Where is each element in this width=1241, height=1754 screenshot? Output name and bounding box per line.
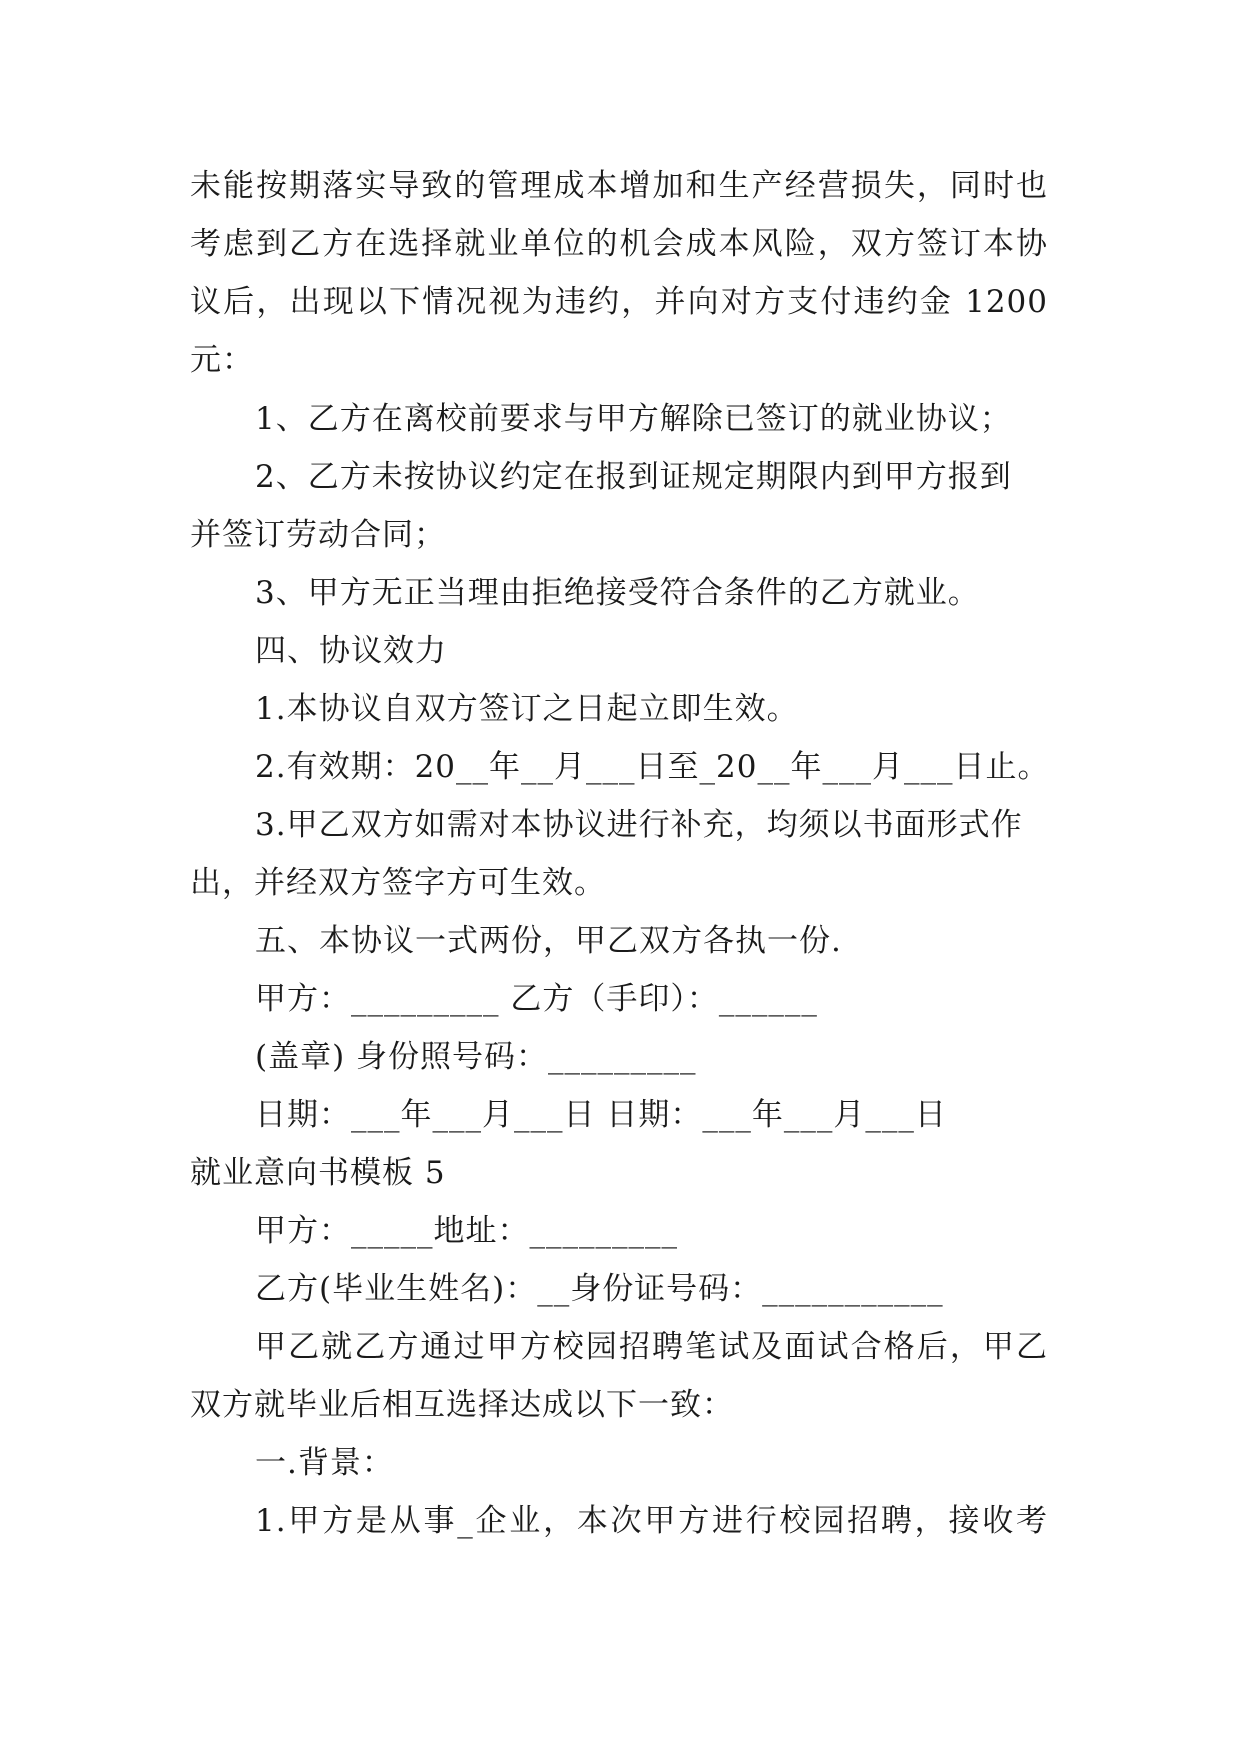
paragraph-line: 甲乙就乙方通过甲方校园招聘笔试及面试合格后，甲乙 xyxy=(255,1329,1048,1365)
document-title: 就业意向书模板 5 xyxy=(190,1155,446,1191)
section-heading: 四、协议效力 xyxy=(255,633,447,669)
signature-line: 甲方：_________ 乙方（手印）：______ xyxy=(255,981,818,1017)
list-item: 1、乙方在离校前要求与甲方解除已签订的就业协议； xyxy=(255,401,1012,437)
signature-line: (盖章) 身份照号码：_________ xyxy=(255,1039,697,1075)
paragraph-line: 元： xyxy=(190,342,254,378)
list-item: 3.甲乙双方如需对本协议进行补充，均须以书面形式作 xyxy=(255,807,1023,843)
list-item: 2.有效期：20__年__月___日至_20__年___月___日止。 xyxy=(255,749,1050,785)
section-heading: 一.背景： xyxy=(255,1445,394,1481)
list-item: 1.甲方是从事_企业，本次甲方进行校园招聘，接收考 xyxy=(255,1503,1048,1539)
paragraph-line: 双方就毕业后相互选择达成以下一致： xyxy=(190,1387,734,1423)
paragraph-line: 考虑到乙方在选择就业单位的机会成本风险，双方签订本协 xyxy=(190,226,1048,262)
paragraph-line: 议后，出现以下情况视为违约，并向对方支付违约金 1200 xyxy=(190,284,1048,320)
list-item: 3、甲方无正当理由拒绝接受符合条件的乙方就业。 xyxy=(255,575,980,611)
list-item: 2、乙方未按协议约定在报到证规定期限内到甲方报到 xyxy=(255,459,1012,495)
list-item: 1.本协议自双方签订之日起立即生效。 xyxy=(255,691,799,727)
paragraph-line: 并签订劳动合同； xyxy=(190,517,446,553)
paragraph-line: 未能按期落实导致的管理成本增加和生产经营损失，同时也 xyxy=(190,168,1048,204)
date-line: 日期：___年___月___日 日期：___年___月___日 xyxy=(255,1097,947,1133)
section-heading: 五、本协议一式两份，甲乙双方各执一份. xyxy=(255,923,842,959)
party-line: 甲方：_____地址：_________ xyxy=(255,1213,678,1249)
party-line: 乙方(毕业生姓名)：__身份证号码：___________ xyxy=(255,1271,944,1307)
paragraph-line: 出，并经双方签字方可生效。 xyxy=(190,865,606,901)
